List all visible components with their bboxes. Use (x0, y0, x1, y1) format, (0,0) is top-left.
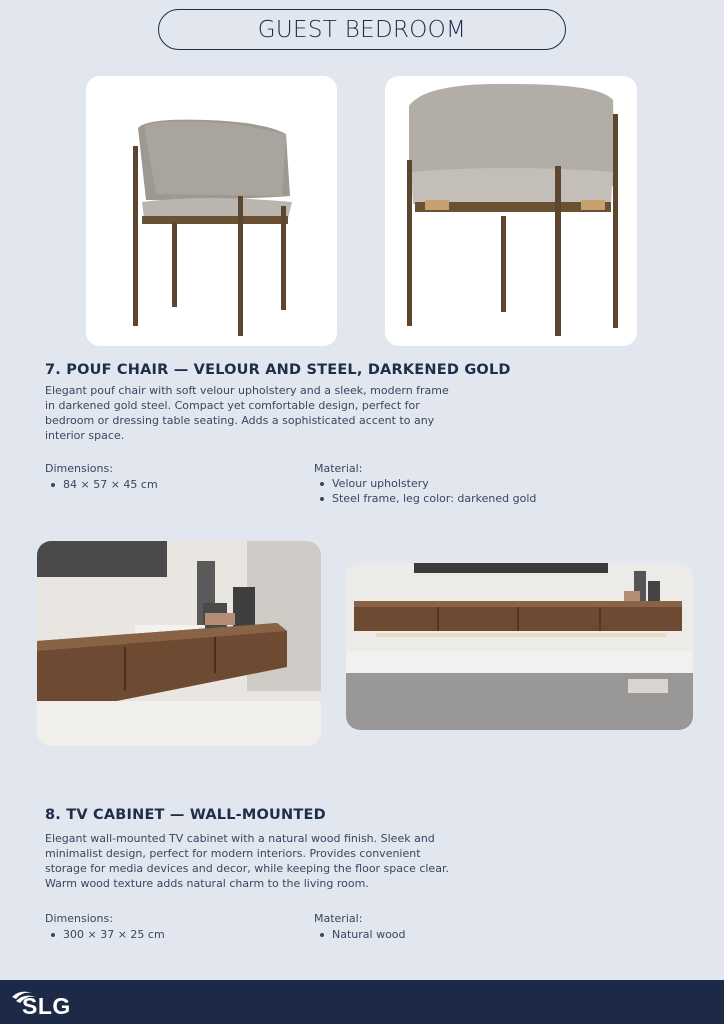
chair-photo-side (86, 76, 337, 346)
dimensions-list (45, 927, 165, 942)
material-list (314, 476, 536, 506)
list-item: 300 × 37 × 25 cm (45, 927, 165, 942)
logo: SLG (22, 993, 71, 1019)
list-item: Velour upholstery (314, 476, 536, 491)
dimensions-list (45, 477, 158, 492)
footer-bar (0, 980, 724, 1024)
chair-photo-front (385, 76, 637, 346)
material-label: Material: (314, 462, 363, 475)
product-description: Elegant wall-mounted TV cabinet with a natural wood finish. Sleek and minimalist design, perfect for modern interiors. Provides convenient storage for media devices and decor, while keeping the floor space clear. Warm wood texture adds natural charm to the living room. (45, 832, 449, 890)
list-item: 84 × 57 × 45 cm (45, 477, 158, 492)
tv-cabinet-photo-angle (37, 541, 321, 746)
list-item: Steel frame, leg color: darkened gold (314, 491, 536, 506)
material-list (314, 927, 406, 942)
tv-cabinet-photo-front (346, 563, 693, 730)
product-title: 7. POUF CHAIR — VELOUR AND STEEL, DARKENED GOLD (45, 362, 511, 378)
material-label: Material: (314, 912, 363, 925)
dimensions-label: Dimensions: (45, 912, 113, 925)
list-item: Natural wood (314, 927, 406, 942)
page-title: GUEST BEDROOM (158, 9, 566, 50)
dimensions-label: Dimensions: (45, 462, 113, 475)
product-description: Elegant pouf chair with soft velour upholstery and a sleek, modern frame in darkened gold steel. Compact yet comfortable design, perfect for bedroom or dressing table seating. Adds a sophisticated accent to any interior space. (45, 384, 449, 442)
product-title: 8. TV CABINET — WALL-MOUNTED (45, 807, 326, 823)
